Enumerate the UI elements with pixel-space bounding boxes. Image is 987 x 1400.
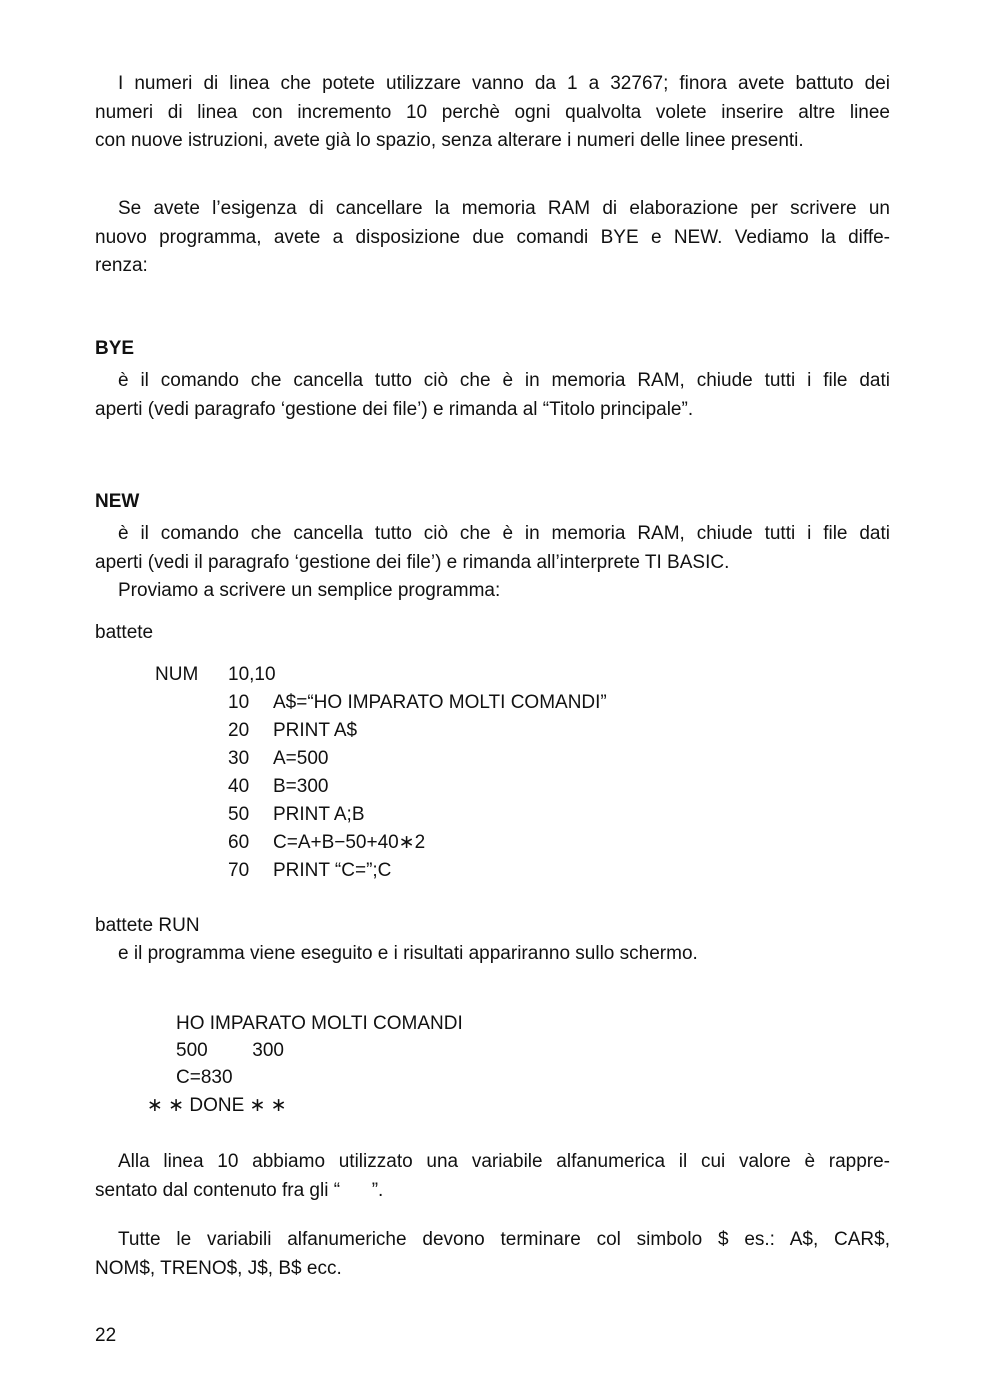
text-line: Se avete l’esigenza di cancellare la memoria RAM di elaborazione per scrivere un: [118, 198, 890, 219]
line-statement: PRINT “C=”;C: [273, 860, 392, 881]
line-number: 60: [228, 832, 250, 853]
line-number: 30: [228, 748, 250, 769]
output-line: HO IMPARATO MOLTI COMANDI: [176, 1013, 463, 1034]
paragraph-new: [95, 520, 890, 606]
output-line: [176, 1037, 284, 1066]
run-description: e il programma viene eseguito e i risultati appariranno sullo schermo.: [118, 943, 698, 964]
line-number: 20: [228, 720, 250, 741]
text-line: numeri di linea con incremento 10 perchè ogni qualvolta volete inserire altre linee: [95, 101, 890, 123]
line-statement: C=A+B−50+40∗2: [273, 832, 426, 853]
line-number: 10: [228, 692, 250, 713]
output-done: ∗ ∗ DONE ∗ ∗: [147, 1095, 287, 1116]
output-value-b: 300: [252, 1040, 284, 1061]
text-line: con nuove istruzioni, avete già lo spazio, senza alterare i numeri delle linee presenti.: [95, 130, 804, 151]
line-statement: PRINT A;B: [273, 804, 365, 825]
text-line: renza:: [95, 255, 148, 276]
heading-new: NEW: [95, 491, 140, 512]
num-command: NUM: [155, 664, 199, 685]
text-line: è il comando che cancella tutto ciò che è in memoria RAM, chiude tutti i file dati: [118, 370, 890, 391]
line-statement: B=300: [273, 776, 329, 797]
paragraph-clear-memory: [95, 195, 890, 281]
line-number: 50: [228, 804, 250, 825]
paragraph-line-numbers: [95, 70, 890, 156]
text-line: Alla linea 10 abbiamo utilizzato una variabile alfanumerica il cui valore è rappre-: [118, 1151, 890, 1172]
page-number: 22: [95, 1325, 117, 1346]
text-line: Proviamo a scrivere un semplice programma:: [118, 580, 501, 601]
heading-bye: BYE: [95, 338, 135, 359]
label-battete: battete: [95, 622, 154, 643]
output-line: C=830: [176, 1067, 233, 1088]
paragraph-string-variables: [95, 1226, 890, 1283]
line-number: 40: [228, 776, 250, 797]
book-page: [95, 0, 890, 1400]
line-statement: A$=“HO IMPARATO MOLTI COMANDI”: [273, 692, 607, 713]
text-line: aperti (vedi il paragrafo ‘gestione dei file’) e rimanda all’interprete TI BASIC.: [95, 551, 730, 573]
text-line: NOM$, TRENO$, J$, B$ ecc.: [95, 1257, 342, 1279]
text-line: nuovo programma, avete a disposizione due comandi BYE e NEW. Vediamo la diffe-: [95, 226, 890, 248]
text-line: è il comando che cancella tutto ciò che è in memoria RAM, chiude tutti i file dati: [118, 523, 890, 544]
paragraph-bye: [95, 367, 890, 424]
line-number: 70: [228, 860, 250, 881]
text-line: Tutte le variabili alfanumeriche devono terminare col simbolo $ es.: A$, CAR$,: [118, 1229, 890, 1250]
output-value-a: 500: [176, 1040, 208, 1061]
text-line: aperti (vedi paragrafo ‘gestione dei file’) e rimanda al “Titolo principale”.: [95, 398, 694, 420]
paragraph-line-10: [95, 1148, 890, 1205]
line-statement: PRINT A$: [273, 720, 358, 741]
label-battete-run: battete RUN: [95, 915, 200, 936]
line-statement: A=500: [273, 748, 329, 769]
text-line: I numeri di linea che potete utilizzare vanno da 1 a 32767; finora avete battuto dei: [118, 73, 890, 94]
num-args: 10,10: [228, 664, 276, 685]
text-line: sentato dal contenuto fra gli “ ”.: [95, 1179, 384, 1201]
